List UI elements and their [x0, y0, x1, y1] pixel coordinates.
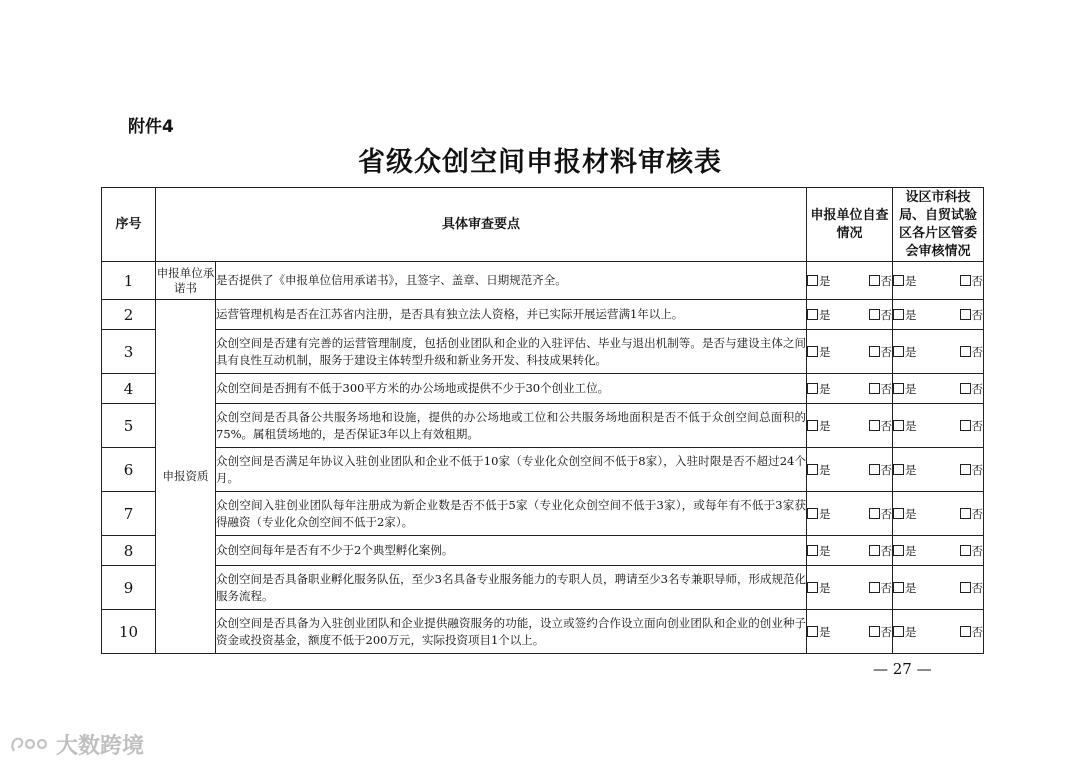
self-check-cell [807, 492, 893, 536]
row-description: 众创空间是否拥有不低于300平方米的办公场地或提供不少于30个创业工位。 [216, 374, 807, 404]
option-label: 否 [880, 462, 893, 477]
option-label: 否 [880, 580, 893, 595]
option-label: 是 [819, 462, 831, 477]
review-yes-option[interactable] [893, 580, 917, 596]
option-label: 是 [819, 344, 831, 359]
checkbox-icon[interactable] [869, 464, 880, 475]
table-row [102, 566, 984, 610]
self-check-no-option[interactable] [869, 580, 893, 596]
review-cell [893, 566, 984, 610]
review-cell [893, 330, 984, 374]
row-number: 1 [102, 262, 156, 300]
checkbox-icon[interactable] [960, 420, 971, 431]
self-check-cell [807, 566, 893, 610]
self-check-cell [807, 448, 893, 492]
self-check-cell [807, 536, 893, 566]
checkbox-icon[interactable] [960, 582, 971, 593]
self-check-no-option[interactable] [869, 381, 893, 397]
self-check-no-option[interactable] [869, 506, 893, 522]
checkbox-icon[interactable] [893, 464, 904, 475]
row-number: 6 [102, 448, 156, 492]
review-no-option[interactable] [960, 580, 984, 596]
self-check-cell [807, 374, 893, 404]
checkbox-icon[interactable] [869, 346, 880, 357]
option-label: 否 [971, 462, 984, 477]
review-no-option[interactable] [960, 543, 984, 559]
checkbox-icon[interactable] [960, 309, 971, 320]
checkbox-icon[interactable] [869, 275, 880, 286]
checkbox-icon[interactable] [807, 346, 818, 357]
review-no-option[interactable] [960, 624, 984, 640]
checkbox-icon[interactable] [869, 383, 880, 394]
option-label: 否 [880, 273, 893, 288]
self-check-yes-option[interactable] [807, 381, 831, 397]
checkbox-icon[interactable] [807, 309, 818, 320]
checkbox-icon[interactable] [893, 275, 904, 286]
checkbox-icon[interactable] [960, 626, 971, 637]
checkbox-icon[interactable] [960, 545, 971, 556]
row-description: 众创空间是否具备为入驻创业团队和企业提供融资服务的功能，设立或签约合作设立面向创业团队和企业的创业种子资金或投资基金，额度不低于200万元，实际投资项目1个以上。 [216, 610, 807, 654]
option-label: 是 [905, 580, 917, 595]
row-category: 申报资质 [156, 300, 216, 654]
checkbox-icon[interactable] [807, 582, 818, 593]
checkbox-icon[interactable] [893, 582, 904, 593]
option-label: 否 [971, 307, 984, 322]
option-label: 否 [880, 506, 893, 521]
row-number: 3 [102, 330, 156, 374]
table-row [102, 262, 984, 300]
option-label: 是 [819, 381, 831, 396]
review-cell [893, 262, 984, 300]
table-row [102, 374, 984, 404]
row-number: 10 [102, 610, 156, 654]
review-yes-option[interactable] [893, 273, 917, 289]
checkbox-icon[interactable] [893, 346, 904, 357]
checkbox-icon[interactable] [893, 420, 904, 431]
review-yes-option[interactable] [893, 418, 917, 434]
option-label: 是 [905, 624, 917, 639]
option-label: 否 [971, 543, 984, 558]
checkbox-icon[interactable] [869, 545, 880, 556]
attachment-label: 附件4 [128, 117, 174, 137]
option-label: 是 [819, 543, 831, 558]
review-yes-option[interactable] [893, 624, 917, 640]
checkbox-icon[interactable] [960, 346, 971, 357]
checkbox-icon[interactable] [893, 545, 904, 556]
review-yes-option[interactable] [893, 462, 917, 478]
checkbox-icon[interactable] [807, 545, 818, 556]
self-check-yes-option[interactable] [807, 418, 831, 434]
option-label: 否 [880, 418, 893, 433]
checkbox-icon[interactable] [807, 626, 818, 637]
option-label: 是 [905, 381, 917, 396]
checkbox-icon[interactable] [869, 508, 880, 519]
self-check-cell [807, 610, 893, 654]
header-no: 序号 [102, 188, 156, 262]
option-label: 是 [819, 580, 831, 595]
review-cell [893, 300, 984, 330]
option-label: 是 [819, 418, 831, 433]
watermark-text: 大数跨境 [56, 734, 145, 759]
row-description: 众创空间是否具备职业孵化服务队伍，至少3名具备专业服务能力的专职人员，聘请至少3名专兼职导师，形成规范化服务流程。 [216, 566, 807, 610]
review-cell [893, 448, 984, 492]
review-cell [893, 374, 984, 404]
table-row [102, 448, 984, 492]
row-number: 9 [102, 566, 156, 610]
self-check-no-option[interactable] [869, 624, 893, 640]
header-review: 设区市科技局、自贸试验区各片区管委会审核情况 [893, 188, 984, 262]
header-points: 具体审查要点 [156, 188, 807, 262]
review-cell [893, 536, 984, 566]
checkbox-icon[interactable] [893, 508, 904, 519]
row-number: 2 [102, 300, 156, 330]
review-yes-option[interactable] [893, 506, 917, 522]
table-row [102, 536, 984, 566]
option-label: 否 [880, 344, 893, 359]
checkbox-icon[interactable] [960, 508, 971, 519]
review-no-option[interactable] [960, 273, 984, 289]
table-row [102, 610, 984, 654]
option-label: 是 [905, 462, 917, 477]
option-label: 是 [905, 543, 917, 558]
watermark [8, 729, 144, 760]
option-label: 否 [971, 418, 984, 433]
header-self-check: 申报单位自查情况 [807, 188, 893, 262]
option-label: 是 [905, 273, 917, 288]
table-row [102, 492, 984, 536]
option-label: 是 [905, 307, 917, 322]
row-description: 众创空间每年是否有不少于2个典型孵化案例。 [216, 536, 807, 566]
checkbox-icon[interactable] [960, 383, 971, 394]
self-check-yes-option[interactable] [807, 273, 831, 289]
row-description: 众创空间入驻创业团队每年注册成为新企业数是否不低于5家（专业化众创空间不低于3家），或每年有不低于3家获得融资（专业化众创空间不低于2家）。 [216, 492, 807, 536]
self-check-yes-option[interactable] [807, 307, 831, 323]
table-row [102, 404, 984, 448]
document-title: 省级众创空间申报材料审核表 [358, 147, 722, 178]
page-number: — 27 — [873, 660, 932, 678]
row-description: 众创空间是否具备公共服务场地和设施，提供的办公场地或工位和公共服务场地面积是否不低于众创空间总面积的75%。属租赁场地的，是否保证3年以上有效租期。 [216, 404, 807, 448]
review-no-option[interactable] [960, 307, 984, 323]
option-label: 是 [819, 624, 831, 639]
checkbox-icon[interactable] [960, 464, 971, 475]
checkbox-icon[interactable] [893, 309, 904, 320]
checkbox-icon[interactable] [869, 626, 880, 637]
table-body [102, 262, 984, 654]
row-number: 5 [102, 404, 156, 448]
review-cell [893, 610, 984, 654]
checkbox-icon[interactable] [960, 275, 971, 286]
checkbox-icon[interactable] [807, 508, 818, 519]
option-label: 否 [880, 307, 893, 322]
checkbox-icon[interactable] [807, 275, 818, 286]
watermark-logo-icon [8, 733, 52, 757]
self-check-yes-option[interactable] [807, 624, 831, 640]
table-row [102, 300, 984, 330]
audit-table [101, 187, 984, 654]
option-label: 是 [905, 418, 917, 433]
option-label: 是 [905, 344, 917, 359]
row-number: 4 [102, 374, 156, 404]
table-header-row [102, 188, 984, 262]
checkbox-icon[interactable] [869, 309, 880, 320]
table-row [102, 330, 984, 374]
option-label: 是 [819, 307, 831, 322]
review-cell [893, 492, 984, 536]
checkbox-icon[interactable] [807, 420, 818, 431]
option-label: 否 [971, 381, 984, 396]
self-check-no-option[interactable] [869, 344, 893, 360]
checkbox-icon[interactable] [807, 383, 818, 394]
option-label: 否 [971, 344, 984, 359]
row-description: 众创空间是否满足年协议入驻创业团队和企业不低于10家（专业化众创空间不低于8家），入驻时限是否不超过24个月。 [216, 448, 807, 492]
self-check-no-option[interactable] [869, 418, 893, 434]
review-cell [893, 404, 984, 448]
checkbox-icon[interactable] [893, 383, 904, 394]
option-label: 否 [971, 624, 984, 639]
self-check-no-option[interactable] [869, 273, 893, 289]
row-description: 是否提供了《申报单位信用承诺书》，且签字、盖章、日期规范齐全。 [216, 262, 807, 300]
self-check-no-option[interactable] [869, 307, 893, 323]
option-label: 是 [819, 273, 831, 288]
option-label: 否 [880, 624, 893, 639]
self-check-yes-option[interactable] [807, 580, 831, 596]
option-label: 否 [880, 381, 893, 396]
checkbox-icon[interactable] [869, 420, 880, 431]
option-label: 否 [971, 273, 984, 288]
review-yes-option[interactable] [893, 307, 917, 323]
option-label: 否 [880, 543, 893, 558]
self-check-yes-option[interactable] [807, 543, 831, 559]
review-yes-option[interactable] [893, 543, 917, 559]
review-no-option[interactable] [960, 462, 984, 478]
review-no-option[interactable] [960, 418, 984, 434]
row-description: 众创空间是否建有完善的运营管理制度，包括创业团队和企业的入驻评估、毕业与退出机制等。是否与建设主体之间具有良性互动机制，服务于建设主体转型升级和新业务开发、科技成果转化。 [216, 330, 807, 374]
self-check-yes-option[interactable] [807, 344, 831, 360]
review-no-option[interactable] [960, 344, 984, 360]
self-check-no-option[interactable] [869, 462, 893, 478]
row-number: 8 [102, 536, 156, 566]
checkbox-icon[interactable] [869, 582, 880, 593]
self-check-yes-option[interactable] [807, 506, 831, 522]
review-no-option[interactable] [960, 506, 984, 522]
review-yes-option[interactable] [893, 344, 917, 360]
option-label: 是 [819, 506, 831, 521]
self-check-cell [807, 404, 893, 448]
row-category: 申报单位承诺书 [156, 262, 216, 300]
review-yes-option[interactable] [893, 381, 917, 397]
row-description: 运营管理机构是否在江苏省内注册，是否具有独立法人资格，并已实际开展运营满1年以上。 [216, 300, 807, 330]
review-no-option[interactable] [960, 381, 984, 397]
self-check-cell [807, 330, 893, 374]
checkbox-icon[interactable] [807, 464, 818, 475]
self-check-cell [807, 262, 893, 300]
self-check-cell [807, 300, 893, 330]
checkbox-icon[interactable] [893, 626, 904, 637]
row-number: 7 [102, 492, 156, 536]
option-label: 是 [905, 506, 917, 521]
option-label: 否 [971, 580, 984, 595]
option-label: 否 [971, 506, 984, 521]
self-check-no-option[interactable] [869, 543, 893, 559]
self-check-yes-option[interactable] [807, 462, 831, 478]
